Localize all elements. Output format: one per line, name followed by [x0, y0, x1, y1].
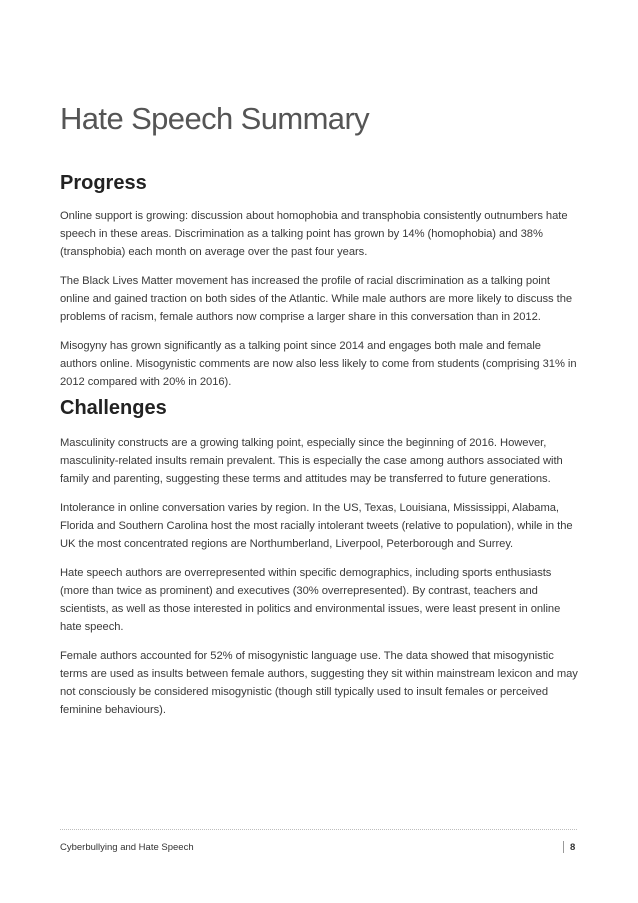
challenges-paragraph-3: Hate speech authors are overrepresented within specific demographics, including sports enthusiasts (more than twice as prominent) and executives (30% overrepresented). By contrast, teachers and scientists, as well as those interested in politics and environmental issues, were least present in online hate speech.	[60, 567, 561, 633]
progress-paragraph-3: Misogyny has grown significantly as a talking point since 2014 and engages both male and female authors online. Misogynistic comments are now also less likely to come from students (comprising 31% in 2012 compared with 20% in 2016).	[60, 340, 577, 388]
challenges-paragraph-4: Female authors accounted for 52% of misogynistic language use. The data showed that misogynistic terms are used as insults between female authors, suggesting they sit within mainstream lexicon and may not consciously be considered misogynistic (though still typically used to insult females or perceived feminine behaviours).	[60, 650, 578, 716]
page-title: Hate Speech Summary	[60, 101, 370, 136]
challenges-paragraph-1: Masculinity constructs are a growing talking point, especially since the beginning of 2016. However, masculinity-related insults remain prevalent. This is especially the case among authors associated with family and parenting, suggesting these terms and attitudes may be transferred to future generations.	[60, 437, 563, 485]
challenges-heading: Challenges	[60, 397, 167, 419]
footer-page-number: 8	[570, 842, 576, 853]
progress-paragraph-1: Online support is growing: discussion about homophobia and transphobia consistently outnumbers hate speech in these areas. Discrimination as a talking point has grown by 14% (homophobia) and 38% (transphobia) each month on average over the past four years.	[60, 210, 568, 258]
footer-divider	[60, 829, 577, 830]
footer-separator	[563, 841, 564, 853]
progress-heading: Progress	[60, 172, 147, 194]
progress-paragraph-2: The Black Lives Matter movement has increased the profile of racial discrimination as a talking point online and gained traction on both sides of the Atlantic. While male authors are more likely to discuss the problems of racism, female authors now comprise a larger share in this conversation than in 2012.	[60, 275, 573, 323]
challenges-section	[60, 434, 580, 730]
progress-section	[60, 207, 580, 402]
footer-document-title: Cyberbullying and Hate Speech	[60, 842, 194, 853]
challenges-paragraph-2: Intolerance in online conversation varies by region. In the US, Texas, Louisiana, Mississippi, Alabama, Florida and Southern Carolina host the most racially intolerant tweets (relative to population), while in the UK the most concentrated regions are Northumberland, Liverpool, Peterborough and Surrey.	[60, 502, 573, 550]
